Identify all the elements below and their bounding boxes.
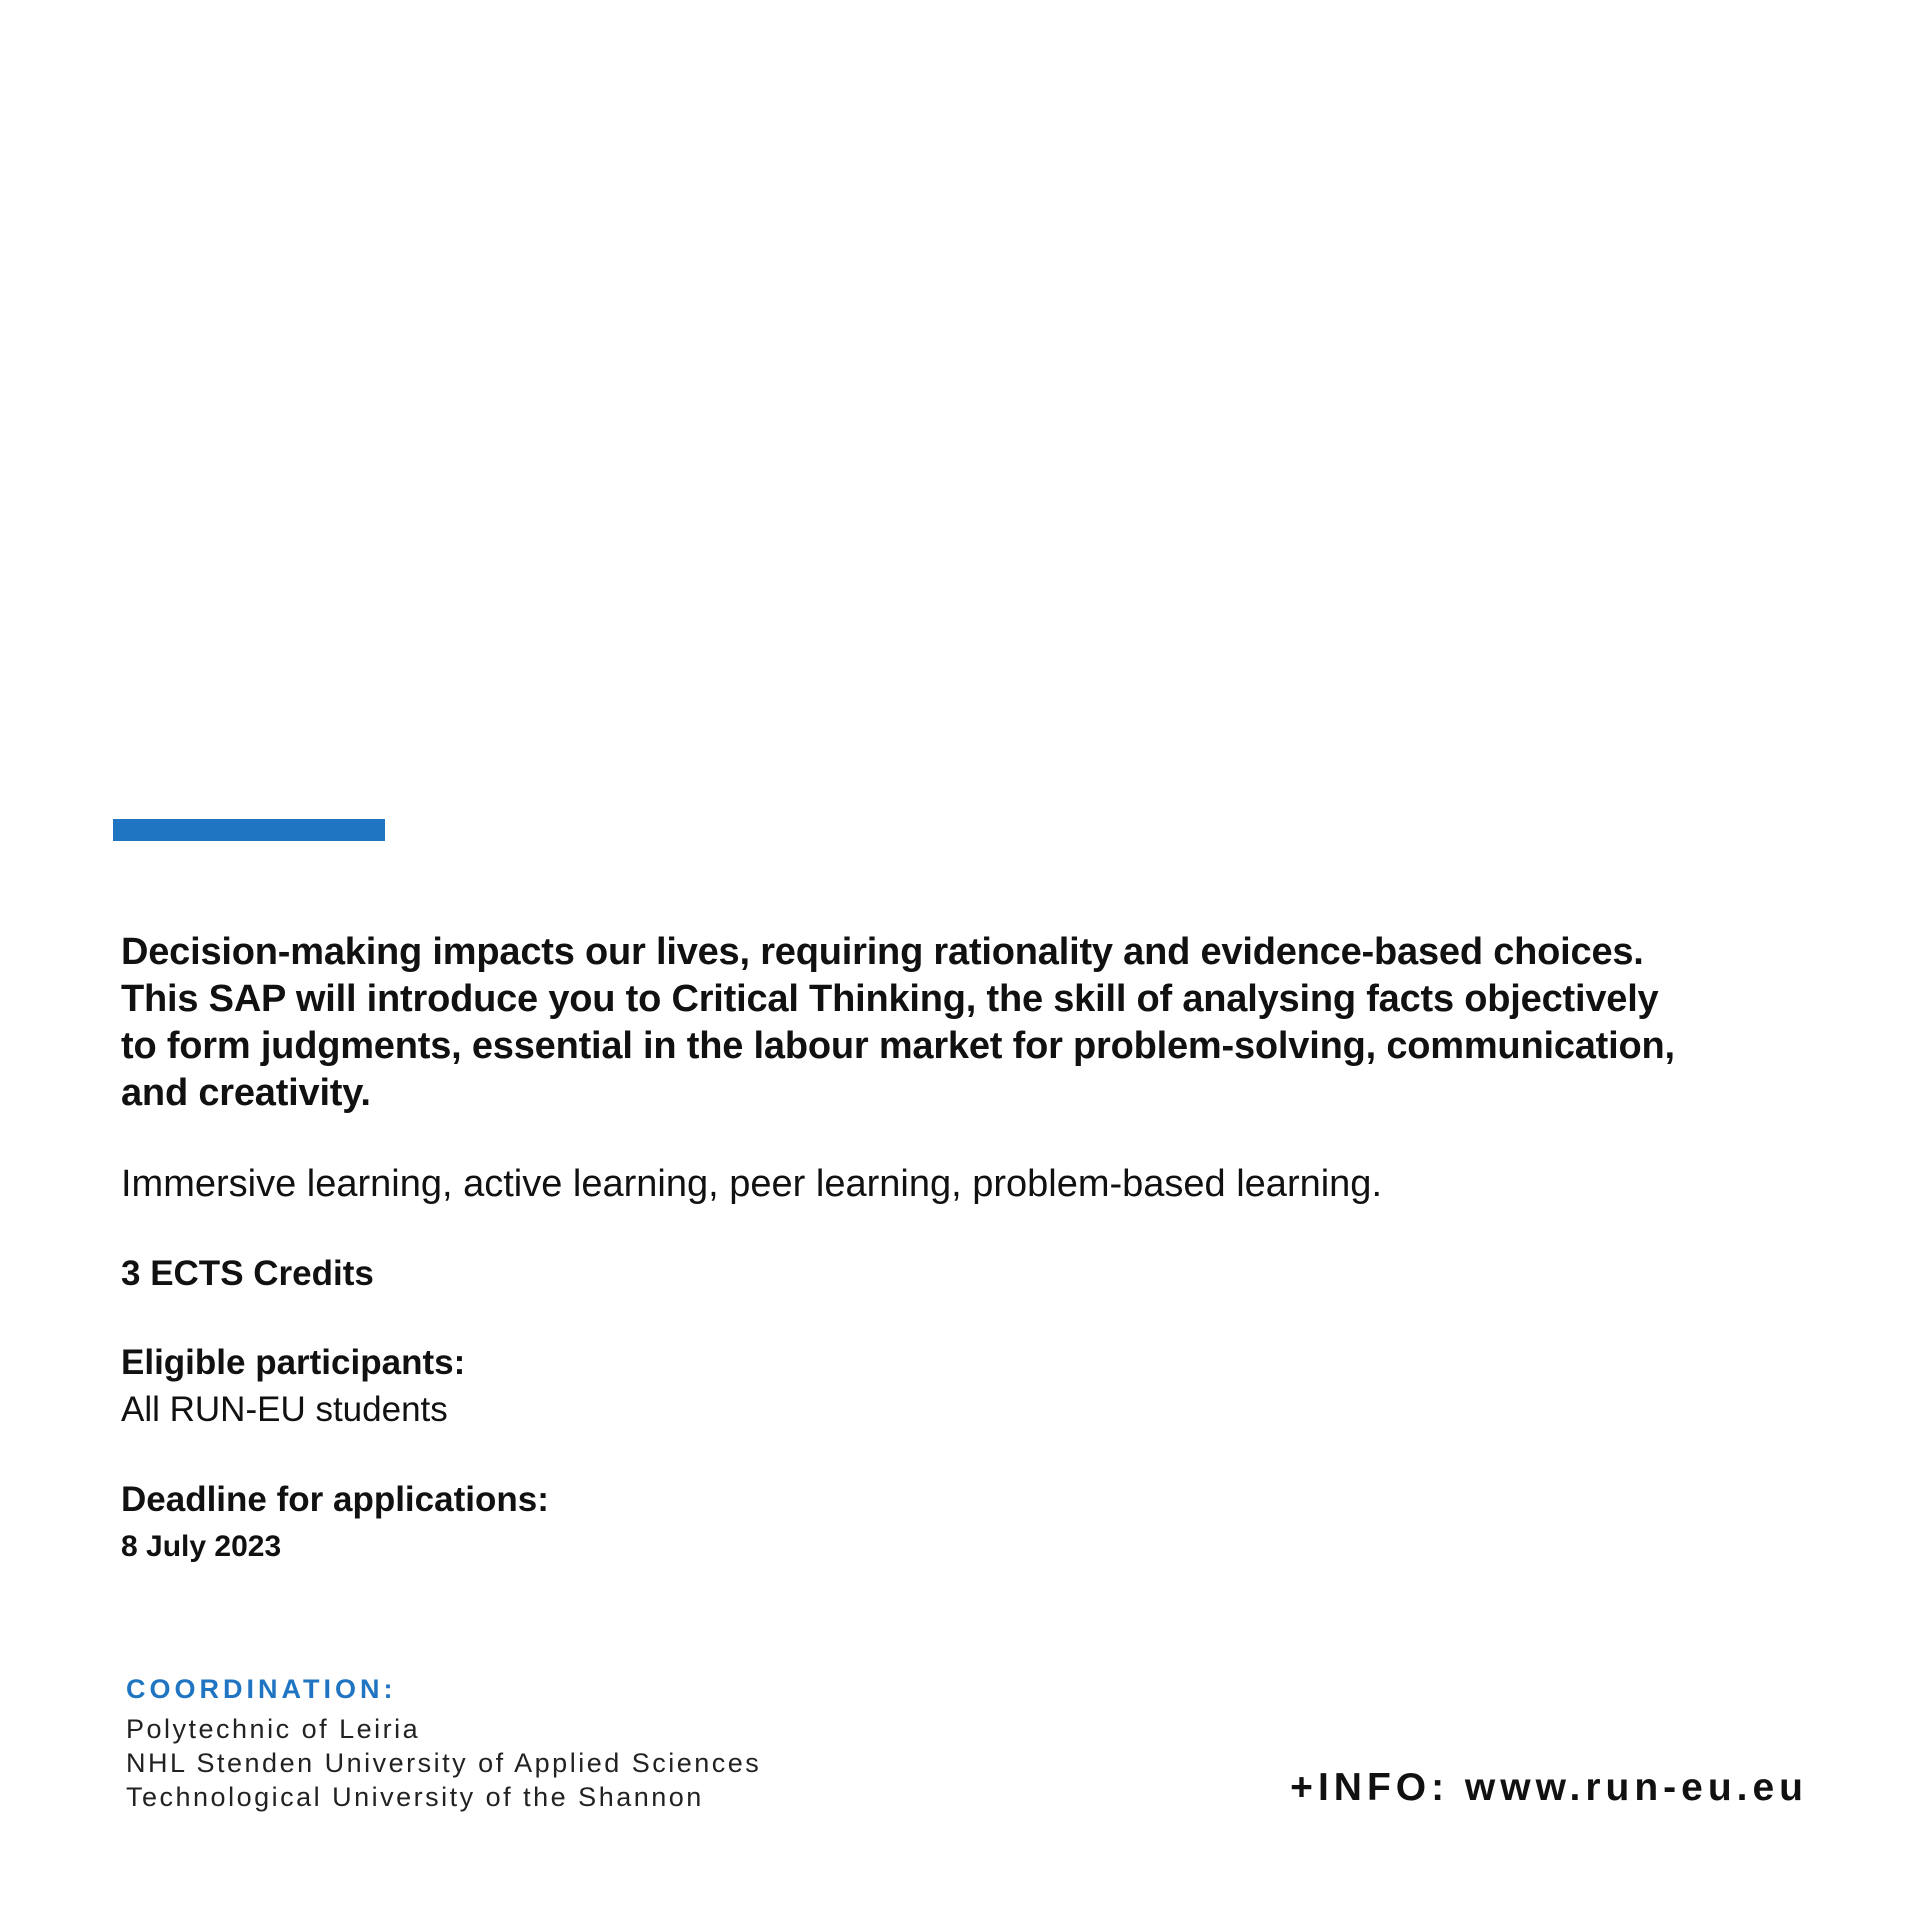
intro-line: Decision-making impacts our lives, requiring rationality and evidence-based choices. (121, 931, 1644, 973)
eligible-value: All RUN-EU students (121, 1390, 448, 1429)
coordination-institution: Technological University of the Shannon (126, 1782, 704, 1812)
intro-line: and creativity. (121, 1072, 371, 1114)
ects-credits: 3 ECTS Credits (121, 1254, 374, 1293)
coordination-institution: Polytechnic of Leiria (126, 1714, 421, 1744)
eligible-heading: Eligible participants: (121, 1343, 466, 1382)
intro-line: to form judgments, essential in the labour market for problem-solving, communication, (121, 1025, 1675, 1067)
deadline-heading: Deadline for applications: (121, 1480, 549, 1519)
intro-line: This SAP will introduce you to Critical Thinking, the skill of analysing facts objectively (121, 978, 1659, 1020)
coordination-list (126, 1712, 761, 1814)
info-link[interactable]: +INFO: www.run-eu.eu (1290, 1766, 1808, 1809)
deadline-value: 8 July 2023 (121, 1530, 282, 1563)
coordination-heading: COORDINATION: (126, 1674, 397, 1704)
coordination-institution: NHL Stenden University of Applied Sciences (126, 1748, 762, 1778)
intro-paragraph (121, 929, 1821, 1117)
accent-bar (113, 819, 385, 841)
learning-methods: Immersive learning, active learning, peer learning, problem-based learning. (121, 1163, 1382, 1205)
